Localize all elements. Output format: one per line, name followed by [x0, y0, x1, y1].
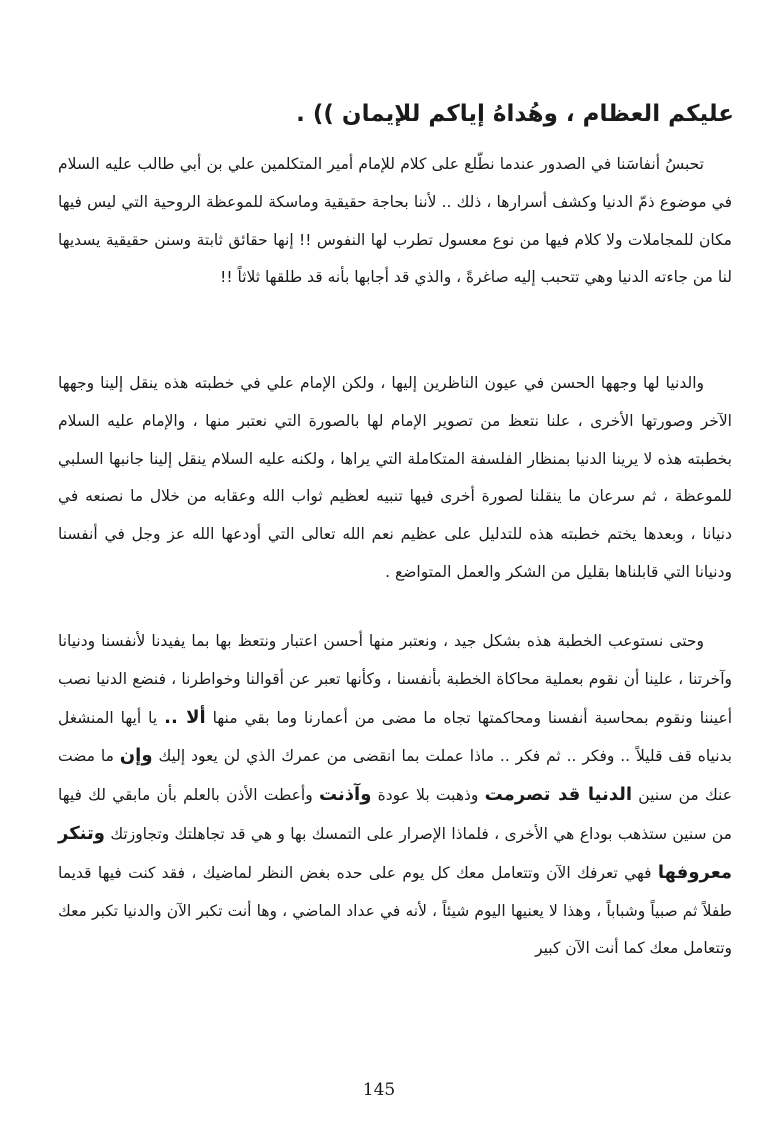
paragraph-3-part-6: فهي تعرفك الآن وتتعامل معك كل يوم على حده بغض النظر لماضيك ، فقد كنت فيها قديما طفلاً ثم صبياً وشباباً ، وهذا لا يعنيها اليوم شيئاً ، لأنه في عداد الماضي ، وها أنت تكبر الآن والدنيا تكبر معك وتتعامل معك كما أنت الآن كبير	[58, 863, 732, 958]
emphasis-tunkir-maroofaha: وتنكر معروفها	[58, 822, 733, 883]
book-page	[58, 0, 734, 1124]
page-number: 145	[362, 1080, 396, 1100]
paragraph-3-part-3: ما مضت عنك من سنين	[58, 747, 732, 805]
paragraph-3	[58, 623, 732, 968]
emphasis-ala: ألا ..	[164, 706, 206, 728]
paragraph-3-part-2: يا أيها المنشغل بدنياه قف قليلاً .. وفكر .. ثم فكر .. ماذا عملت بما انقضى من عمرك الذي لن يعود إليك	[58, 708, 733, 766]
emphasis-wa-in: وإن	[119, 745, 153, 767]
heading-line: عليكم العظام ، وهُداهُ إياكم للإيمان )) .	[296, 101, 734, 127]
paragraph-2: والدنيا لها وجهها الحسن في عيون الناظرين إليها ، ولكن الإمام علي في خطبته هذه ينقل إلينا وجهها الآخر وصورتها الأخرى ، علنا نتعظ من تصوير الإمام لها بالصورة التي نعتبر منها ، والإمام عليه السلام بخطبته هذه لا يرينا الدنيا بمنظار الفلسفة المتكاملة التي يراها ، ولكنه عليه السلام ينقل إلينا جانبها السلبي للموعظة ، ثم سرعان ما ينقلنا لصورة أخرى فيها تنبيه لعظيم ثواب الله وعقابه من خلال ما نصنعه في دنيانا ، وبعدها يختم خطبته هذه للتدليل على عظيم نعم الله تعالى التي أودعها الله عز وجل في أنفسنا ودنيانا التي قابلناها بقليل من الشكر والعمل المتواضع .	[58, 374, 732, 581]
paragraph-3-part-5: وأعطت الأذن بالعلم بأن مابقي لك فيها من سنين ستذهب بوداع هي الأخرى ، فلماذا الإصرار على التمسك بها و هي قد تجاهلتك وتجاوزتك	[58, 786, 732, 843]
emphasis-wa-adhanat: وآذنت	[318, 784, 372, 806]
paragraph-1: تحبسُ أنفاسَنا في الصدور عندما نطّلع على كلام للإمام أمير المتكلمين علي بن أبي طالب عليه السلام في موضوع ذمّ الدنيا وكشف أسرارها ، ذلك .. لأننا بحاجة حقيقية وماسكة للموعظة الروحية التي ليس فيها مكان للمجاملات ولا كلام فيها من نوع معسول تطرب لها النفوس !! إنها حقائق ثابتة وسنن حقيقية يسديها لنا من جاءته الدنيا وهي تتحبب إليه صاغرةً ، والذي قد أجابها بأنه قد طلقها ثلاثاً !!	[58, 155, 732, 287]
paragraph-3-part-4: وذهبت بلا عودة	[377, 786, 479, 805]
paragraph-3-part-1: وحتى نستوعب الخطبة هذه بشكل جيد ، ونعتبر منها أحسن اعتبار ونتعظ بها بما يفيدنا لأنفسنا ودنيانا وآخرتنا ، علينا أن نقوم بعملية محاكاة الخطبة بأنفسنا ، وكأنها تعبر عن أقوالنا وخواطرنا ، فنضع الدنيا نصب أعيننا ونقوم بمحاسبة أنفسنا ومحاكمتها تجاه ما مضى من أعمارنا وما بقي منها	[58, 632, 733, 727]
emphasis-dunya-tasarramat: الدنيا قد تصرمت	[484, 784, 633, 806]
